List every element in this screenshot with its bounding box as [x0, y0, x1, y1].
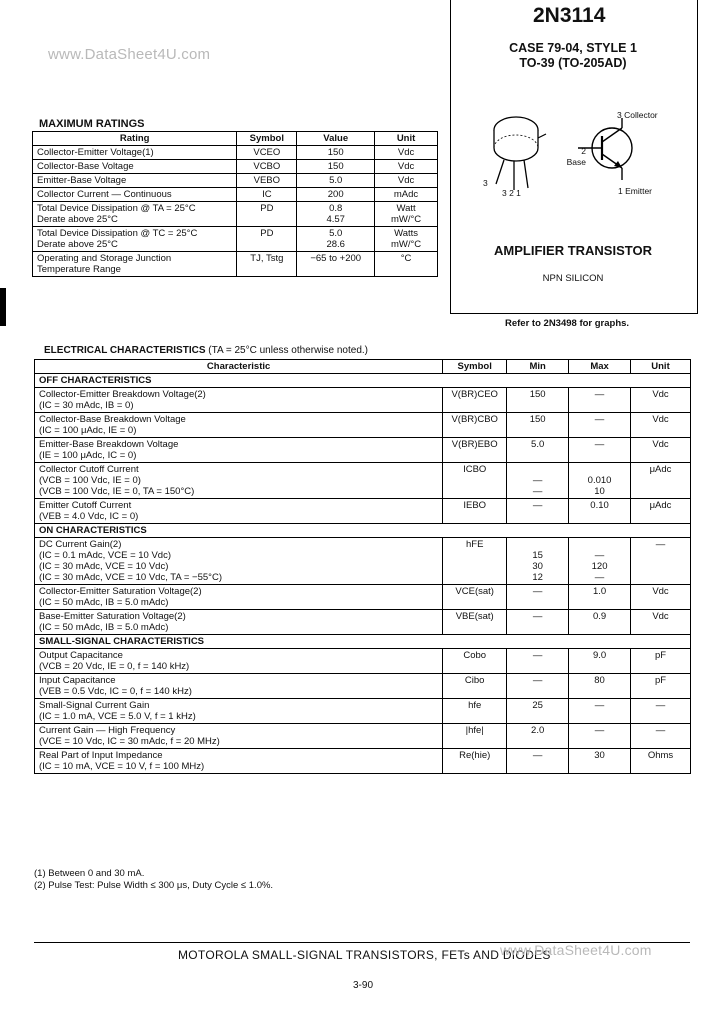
- rating-unit: Vdc: [375, 160, 438, 174]
- characteristic-name: Collector-Emitter Breakdown Voltage(2) (IC = 30 mAdc, IB = 0): [35, 388, 443, 413]
- characteristic-symbol: ICBO: [443, 463, 507, 499]
- rating-name: Collector-Base Voltage: [33, 160, 237, 174]
- col-unit: Unit: [631, 360, 691, 374]
- characteristic-unit: —: [631, 724, 691, 749]
- characteristic-unit: μAdc: [631, 499, 691, 524]
- rating-name: Collector Current — Continuous: [33, 188, 237, 202]
- rating-value: −65 to +200: [297, 252, 375, 277]
- characteristic-row: [35, 749, 691, 774]
- characteristic-name: DC Current Gain(2) (IC = 0.1 mAdc, VCE = 10 Vdc) (IC = 30 mAdc, VCE = 10 Vdc) (IC = 30 mAdc, VCE = 10 Vdc, TA = −55°C): [35, 538, 443, 585]
- rating-value: 150: [297, 146, 375, 160]
- characteristic-min: 150: [507, 388, 569, 413]
- characteristic-name: Base-Emitter Saturation Voltage(2) (IC = 50 mAdc, IB = 5.0 mAdc): [35, 610, 443, 635]
- rating-symbol: PD: [237, 227, 297, 252]
- characteristic-max: 1.0: [569, 585, 631, 610]
- col-max: Max: [569, 360, 631, 374]
- characteristic-name: Collector-Base Breakdown Voltage (IC = 100 μAdc, IE = 0): [35, 413, 443, 438]
- rating-symbol: TJ, Tstg: [237, 252, 297, 277]
- characteristic-name: Collector-Emitter Saturation Voltage(2) (IC = 50 mAdc, IB = 5.0 mAdc): [35, 585, 443, 610]
- footnote-2: (2) Pulse Test: Pulse Width ≤ 300 μs, Duty Cycle ≤ 1.0%.: [34, 880, 274, 891]
- characteristic-max: —: [569, 724, 631, 749]
- page-number: 3-90: [353, 980, 374, 991]
- characteristic-unit: Vdc: [631, 413, 691, 438]
- rating-value: 5.0 28.6: [297, 227, 375, 252]
- footer-text: MOTOROLA SMALL-SIGNAL TRANSISTORS, FETs AND DIODES: [178, 948, 551, 962]
- col-min: Min: [507, 360, 569, 374]
- on-characteristics-heading: [35, 524, 691, 538]
- characteristic-max: —: [569, 413, 631, 438]
- characteristic-max: 80: [569, 674, 631, 699]
- characteristic-max: 0.10: [569, 499, 631, 524]
- small-signal-heading: [35, 635, 691, 649]
- rating-row: [33, 174, 438, 188]
- characteristic-min: —: [507, 610, 569, 635]
- rating-name: Total Device Dissipation @ TC = 25°C Derate above 25°C: [33, 227, 237, 252]
- col-value: Value: [297, 132, 375, 146]
- characteristic-min: 2.0: [507, 724, 569, 749]
- characteristic-min: — —: [507, 463, 569, 499]
- elec-header: [35, 360, 691, 374]
- characteristic-max: —: [569, 438, 631, 463]
- characteristic-unit: Vdc: [631, 610, 691, 635]
- pin-labels: 3 2 1: [502, 188, 521, 198]
- characteristic-row: [35, 724, 691, 749]
- rating-value: 150: [297, 160, 375, 174]
- rating-row: [33, 146, 438, 160]
- rating-symbol: IC: [237, 188, 297, 202]
- small-signal-heading-label: SMALL-SIGNAL CHARACTERISTICS: [35, 635, 691, 649]
- characteristic-unit: Ohms: [631, 749, 691, 774]
- characteristic-row: [35, 499, 691, 524]
- elec-title-line: [44, 345, 368, 356]
- characteristic-min: —: [507, 749, 569, 774]
- collector-label: 3 Collector: [617, 110, 658, 120]
- characteristic-row: [35, 699, 691, 724]
- characteristic-row: [35, 585, 691, 610]
- characteristic-min: 15 30 12: [507, 538, 569, 585]
- rating-row: [33, 160, 438, 174]
- characteristic-unit: pF: [631, 674, 691, 699]
- characteristic-row: [35, 463, 691, 499]
- characteristic-min: —: [507, 585, 569, 610]
- col-characteristic: Characteristic: [35, 360, 443, 374]
- npn-symbol-icon: [578, 118, 650, 188]
- rating-symbol: PD: [237, 202, 297, 227]
- col-symbol: Symbol: [443, 360, 507, 374]
- to39-package-icon: [486, 108, 556, 200]
- characteristic-max: 30: [569, 749, 631, 774]
- rating-name: Emitter-Base Voltage: [33, 174, 237, 188]
- characteristic-name: Output Capacitance (VCB = 20 Vdc, IE = 0, f = 140 kHz): [35, 649, 443, 674]
- rating-row: [33, 227, 438, 252]
- characteristic-symbol: hFE: [443, 538, 507, 585]
- rating-name: Total Device Dissipation @ TA = 25°C Derate above 25°C: [33, 202, 237, 227]
- device-title: AMPLIFIER TRANSISTOR: [494, 243, 652, 258]
- characteristic-max: —: [569, 699, 631, 724]
- device-subtitle: NPN SILICON: [542, 273, 604, 284]
- characteristic-min: 25: [507, 699, 569, 724]
- characteristic-symbol: V(BR)EBO: [443, 438, 507, 463]
- rating-value: 200: [297, 188, 375, 202]
- characteristic-name: Small-Signal Current Gain (IC = 1.0 mA, VCE = 5.0 V, f = 1 kHz): [35, 699, 443, 724]
- characteristic-min: —: [507, 649, 569, 674]
- characteristic-name: Emitter-Base Breakdown Voltage (IE = 100 μAdc, IC = 0): [35, 438, 443, 463]
- characteristic-row: [35, 438, 691, 463]
- characteristic-row: [35, 413, 691, 438]
- characteristic-symbol: IEBO: [443, 499, 507, 524]
- characteristic-symbol: hfe: [443, 699, 507, 724]
- elec-title: ELECTRICAL CHARACTERISTICS: [44, 345, 206, 356]
- characteristic-unit: pF: [631, 649, 691, 674]
- characteristic-unit: Vdc: [631, 438, 691, 463]
- max-ratings-table: [32, 131, 438, 277]
- characteristic-max: — 120 —: [569, 538, 631, 585]
- characteristic-name: Collector Cutoff Current (VCB = 100 Vdc, IE = 0) (VCB = 100 Vdc, IE = 0, TA = 150°C): [35, 463, 443, 499]
- characteristic-max: 0.010 10: [569, 463, 631, 499]
- rating-unit: mAdc: [375, 188, 438, 202]
- characteristic-symbol: VCE(sat): [443, 585, 507, 610]
- col-unit: Unit: [375, 132, 438, 146]
- characteristic-symbol: VBE(sat): [443, 610, 507, 635]
- pin-label-3: 3: [483, 178, 488, 188]
- rating-row: [33, 252, 438, 277]
- characteristic-name: Input Capacitance (VEB = 0.5 Vdc, IC = 0, f = 140 kHz): [35, 674, 443, 699]
- characteristic-name: Emitter Cutoff Current (VEB = 4.0 Vdc, IC = 0): [35, 499, 443, 524]
- watermark-bottom: www.DataSheet4U.com: [500, 942, 652, 958]
- base-label: 2 Base: [566, 146, 586, 167]
- rating-unit: Watt mW/°C: [375, 202, 438, 227]
- characteristic-min: —: [507, 499, 569, 524]
- characteristic-unit: —: [631, 699, 691, 724]
- col-symbol: Symbol: [237, 132, 297, 146]
- characteristic-row: [35, 610, 691, 635]
- characteristic-symbol: Cibo: [443, 674, 507, 699]
- characteristic-min: 5.0: [507, 438, 569, 463]
- part-number: 2N3114: [533, 4, 606, 27]
- footnotes: [34, 868, 273, 892]
- characteristic-max: 0.9: [569, 610, 631, 635]
- rating-unit: °C: [375, 252, 438, 277]
- characteristic-row: [35, 649, 691, 674]
- characteristic-row: [35, 388, 691, 413]
- characteristic-row: [35, 674, 691, 699]
- characteristic-unit: —: [631, 538, 691, 585]
- characteristic-symbol: Re(hie): [443, 749, 507, 774]
- rating-unit: Watts mW/°C: [375, 227, 438, 252]
- col-rating: Rating: [33, 132, 237, 146]
- characteristic-symbol: V(BR)CBO: [443, 413, 507, 438]
- revision-bar: [0, 288, 6, 326]
- rating-name: Operating and Storage Junction Temperature Range: [33, 252, 237, 277]
- rating-symbol: VCEO: [237, 146, 297, 160]
- case-line2: TO-39 (TO-205AD): [519, 56, 627, 70]
- emitter-label: 1 Emitter: [618, 186, 653, 196]
- off-characteristics-heading: [35, 374, 691, 388]
- rating-value: 0.8 4.57: [297, 202, 375, 227]
- characteristic-symbol: V(BR)CEO: [443, 388, 507, 413]
- characteristic-max: —: [569, 388, 631, 413]
- rating-row: [33, 202, 438, 227]
- characteristic-min: —: [507, 674, 569, 699]
- characteristic-unit: μAdc: [631, 463, 691, 499]
- characteristic-min: 150: [507, 413, 569, 438]
- electrical-table: [34, 359, 691, 774]
- rating-row: [33, 188, 438, 202]
- characteristic-symbol: Cobo: [443, 649, 507, 674]
- refer-note: Refer to 2N3498 for graphs.: [505, 318, 630, 329]
- rating-symbol: VCBO: [237, 160, 297, 174]
- characteristic-name: Real Part of Input Impedance (IC = 10 mA, VCE = 10 V, f = 100 MHz): [35, 749, 443, 774]
- characteristic-row: [35, 538, 691, 585]
- rating-unit: Vdc: [375, 146, 438, 160]
- rating-unit: Vdc: [375, 174, 438, 188]
- footnote-1: (1) Between 0 and 30 mA.: [34, 868, 145, 879]
- case-info: [470, 41, 676, 71]
- case-line1: CASE 79-04, STYLE 1: [509, 41, 637, 55]
- characteristic-unit: Vdc: [631, 585, 691, 610]
- characteristic-unit: Vdc: [631, 388, 691, 413]
- elec-title-note: (TA = 25°C unless otherwise noted.): [208, 345, 368, 356]
- watermark-top: www.DataSheet4U.com: [48, 46, 211, 63]
- max-ratings-header: [33, 132, 438, 146]
- characteristic-max: 9.0: [569, 649, 631, 674]
- rating-value: 5.0: [297, 174, 375, 188]
- max-ratings-title: MAXIMUM RATINGS: [39, 118, 145, 130]
- characteristic-name: Current Gain — High Frequency (VCE = 10 Vdc, IC = 30 mAdc, f = 20 MHz): [35, 724, 443, 749]
- off-characteristics-heading-label: OFF CHARACTERISTICS: [35, 374, 691, 388]
- characteristic-symbol: |hfe|: [443, 724, 507, 749]
- on-characteristics-heading-label: ON CHARACTERISTICS: [35, 524, 691, 538]
- rating-symbol: VEBO: [237, 174, 297, 188]
- rating-name: Collector-Emitter Voltage(1): [33, 146, 237, 160]
